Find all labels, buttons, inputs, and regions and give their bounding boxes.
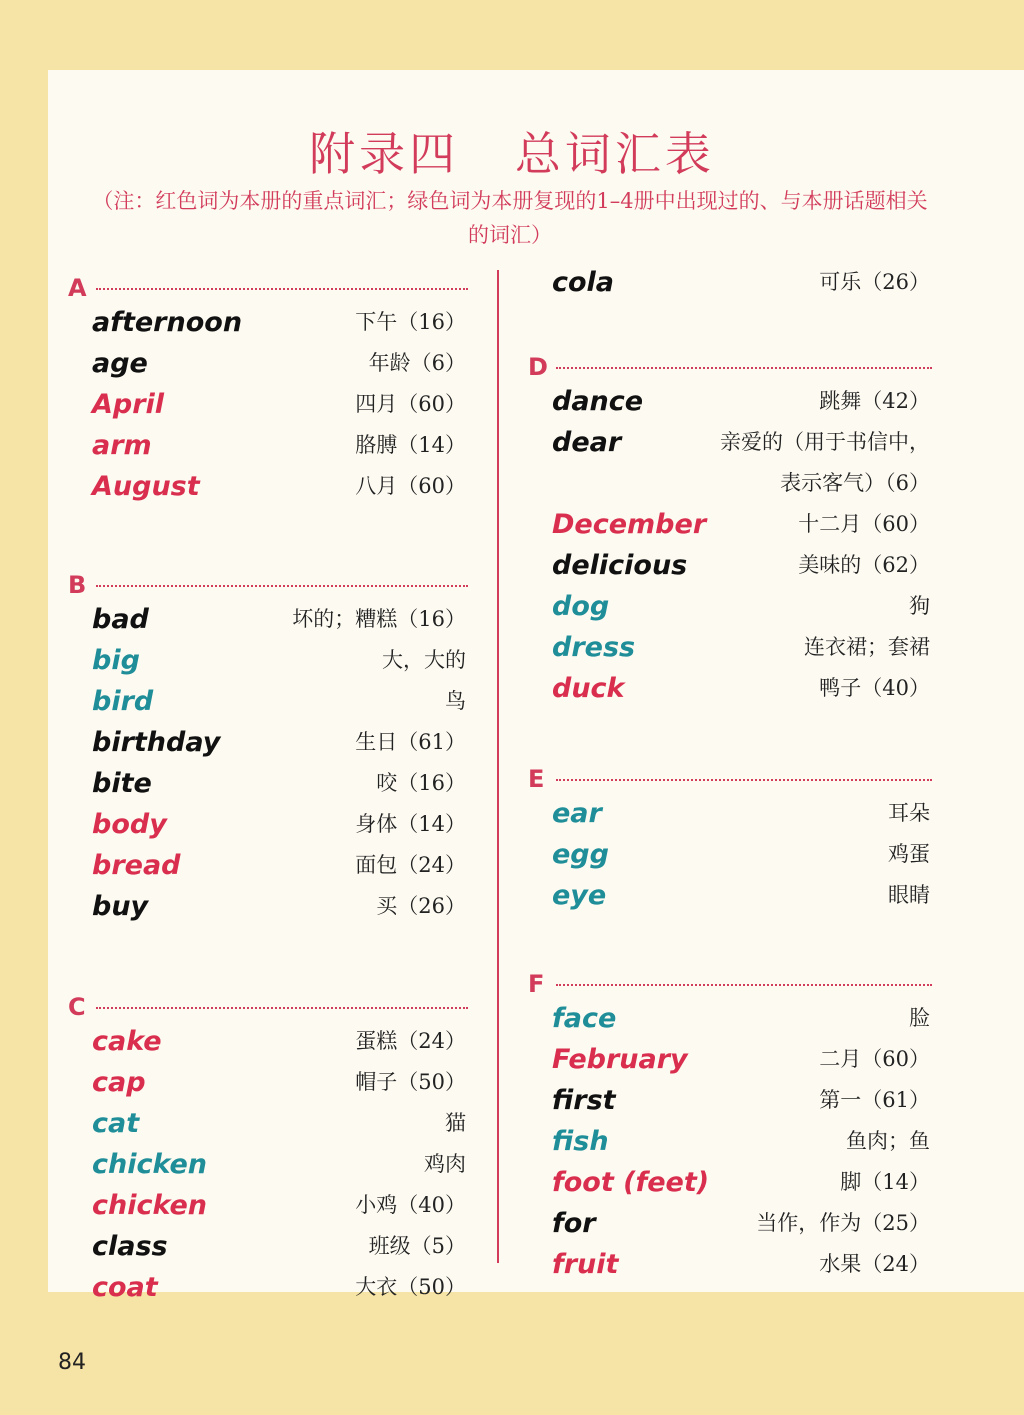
dotted-rule	[556, 779, 932, 781]
vocab-meaning: 跳舞（42）	[819, 389, 930, 413]
dotted-rule	[96, 585, 468, 587]
vocab-entry	[528, 586, 932, 627]
vocab-meaning: 脚（14）	[840, 1170, 930, 1194]
vocab-word: chicken	[92, 1149, 208, 1180]
vocab-meaning: 十二月（60）	[798, 512, 930, 536]
section-letter: F	[528, 970, 545, 998]
vocab-meaning: 眼睛	[888, 883, 930, 907]
vocab-entry	[528, 834, 932, 875]
section-header-a	[68, 262, 468, 302]
vocab-word: fruit	[552, 1249, 619, 1280]
vocab-word: bird	[92, 686, 154, 717]
right-column	[528, 262, 932, 1285]
vocab-entry	[68, 845, 468, 886]
vocab-word: cake	[92, 1026, 162, 1057]
vocab-meaning: 年龄（6）	[368, 351, 466, 375]
vocab-entry	[68, 302, 468, 343]
legend-note: （注：红色词为本册的重点词汇；绿色词为本册复现的1–4册中出现过的、与本册话题相关的词汇）	[92, 189, 928, 247]
vocab-entry	[528, 1080, 932, 1121]
vocab-meaning: 咬（16）	[376, 771, 466, 795]
section-letter: D	[528, 353, 548, 381]
vocab-word: chicken	[92, 1190, 208, 1221]
vocab-meaning: 鸡蛋	[888, 842, 930, 866]
vocab-word: dance	[552, 386, 644, 417]
vocab-meaning: 大衣（50）	[355, 1275, 466, 1299]
vocab-meaning: 水果（24）	[819, 1252, 930, 1276]
section-header-f	[528, 958, 932, 998]
vocab-word: coat	[92, 1272, 158, 1303]
page-number: 84	[58, 1350, 86, 1375]
vocab-meaning: 面包（24）	[355, 853, 466, 877]
section-gap	[528, 709, 932, 753]
vocab-entry	[528, 1162, 932, 1203]
vocab-entry	[528, 422, 932, 504]
vocab-meaning: 耳朵	[888, 801, 930, 825]
vocab-meaning: 下午（16）	[355, 310, 466, 334]
vocab-word: dress	[552, 632, 636, 663]
vocab-entry	[528, 381, 932, 422]
vocab-word: buy	[92, 891, 149, 922]
vocab-meaning: 当作，作为（25）	[756, 1211, 930, 1235]
section-gap	[528, 303, 932, 341]
vocab-word: fish	[552, 1126, 609, 1157]
vocab-entry	[68, 681, 468, 722]
vocab-word: ear	[552, 798, 602, 829]
vocab-meaning: 八月（60）	[355, 474, 466, 498]
vocab-word: face	[552, 1003, 617, 1034]
vocab-word: class	[92, 1231, 168, 1262]
vocab-entry	[68, 1144, 468, 1185]
vocab-entry	[528, 1203, 932, 1244]
vocab-meaning: 胳膊（14）	[355, 433, 466, 457]
left-column	[68, 262, 468, 1308]
vocab-meaning: 四月（60）	[355, 392, 466, 416]
vocab-meaning: 猫	[445, 1111, 466, 1135]
vocab-meaning: 帽子（50）	[355, 1070, 466, 1094]
vocab-entry	[528, 875, 932, 916]
section-header-d	[528, 341, 932, 381]
vocab-meaning: 班级（5）	[368, 1234, 466, 1258]
section-gap	[68, 507, 468, 559]
section-letter: C	[68, 993, 86, 1021]
vocab-meaning: 鸡肉	[424, 1152, 466, 1176]
vocab-entry	[68, 1185, 468, 1226]
vocab-meaning: 亲爱的（用于书信中， 表示客气）（6）	[720, 430, 930, 495]
vocab-meaning: 狗	[909, 594, 930, 618]
vocab-word: bread	[92, 850, 181, 881]
vocab-entry	[68, 384, 468, 425]
vocab-word: dear	[552, 427, 622, 458]
vocab-entry	[528, 1039, 932, 1080]
vocab-entry	[68, 343, 468, 384]
vocab-entry	[68, 722, 468, 763]
dotted-rule	[96, 288, 468, 290]
vocab-word: arm	[92, 430, 152, 461]
vocab-word: bad	[92, 604, 149, 635]
vocab-word: April	[92, 389, 165, 420]
vocab-word: cat	[92, 1108, 140, 1139]
section-letter: B	[68, 571, 87, 599]
vocab-word: dog	[552, 591, 610, 622]
vocab-meaning: 蛋糕（24）	[355, 1029, 466, 1053]
vocab-word: big	[92, 645, 140, 676]
vocab-word: for	[552, 1208, 596, 1239]
vocab-entry	[528, 545, 932, 586]
vocab-entry	[528, 793, 932, 834]
vocab-word: eye	[552, 880, 607, 911]
dotted-rule	[556, 367, 932, 369]
vocab-word: birthday	[92, 727, 221, 758]
vocab-word: bite	[92, 768, 152, 799]
vocab-entry	[68, 1103, 468, 1144]
vocab-entry	[68, 425, 468, 466]
vocab-entry	[528, 504, 932, 545]
vocab-entry	[68, 599, 468, 640]
vocab-entry	[528, 998, 932, 1039]
vocab-meaning: 鱼肉；鱼	[846, 1129, 930, 1153]
vocab-word: age	[92, 348, 148, 379]
section-letter: A	[68, 274, 87, 302]
section-gap	[68, 927, 468, 981]
vocab-entry	[528, 627, 932, 668]
vocab-meaning: 可乐（26）	[819, 270, 930, 294]
vocab-meaning: 身体（14）	[355, 812, 466, 836]
vocab-word: cap	[92, 1067, 146, 1098]
section-header-b	[68, 559, 468, 599]
vocab-meaning: 买（26）	[376, 894, 466, 918]
vocab-entry	[68, 466, 468, 507]
vocab-word: cola	[552, 267, 615, 298]
page-title: 附录四 总词汇表	[309, 127, 715, 181]
vocab-entry	[68, 886, 468, 927]
vocab-meaning: 美味的（62）	[798, 553, 930, 577]
vocab-entry	[528, 1121, 932, 1162]
dotted-rule	[96, 1007, 468, 1009]
vocab-meaning: 小鸡（40）	[355, 1193, 466, 1217]
vocab-entry	[528, 1244, 932, 1285]
vocab-word: body	[92, 809, 167, 840]
vocab-meaning: 大，大的	[382, 648, 466, 672]
vocab-word: afternoon	[92, 307, 243, 338]
vocab-meaning: 连衣裙；套裙	[804, 635, 930, 659]
section-header-e	[528, 753, 932, 793]
vocab-word: first	[552, 1085, 616, 1116]
vocab-word: foot (feet)	[552, 1167, 710, 1198]
column-divider	[497, 270, 499, 1263]
vocab-word: duck	[552, 673, 625, 704]
vocab-entry	[528, 668, 932, 709]
vocab-entry	[68, 1226, 468, 1267]
section-gap	[528, 916, 932, 958]
vocab-word: February	[552, 1044, 688, 1075]
vocab-entry	[68, 804, 468, 845]
vocab-entry	[68, 1021, 468, 1062]
vocab-meaning: 二月（60）	[819, 1047, 930, 1071]
vocab-meaning: 第一（61）	[819, 1088, 930, 1112]
vocab-word: egg	[552, 839, 609, 870]
vocab-meaning: 脸	[909, 1006, 930, 1030]
vocab-meaning: 鸭子（40）	[819, 676, 930, 700]
vocab-entry	[68, 763, 468, 804]
vocab-word: August	[92, 471, 200, 502]
section-header-c	[68, 981, 468, 1021]
vocab-meaning: 坏的；糟糕（16）	[292, 607, 466, 631]
vocab-entry	[528, 262, 932, 303]
section-letter: E	[528, 765, 545, 793]
vocab-word: December	[552, 509, 707, 540]
dotted-rule	[556, 984, 932, 986]
vocab-entry	[68, 640, 468, 681]
vocab-word: delicious	[552, 550, 688, 581]
vocab-meaning: 生日（61）	[355, 730, 466, 754]
vocab-entry	[68, 1062, 468, 1103]
vocab-entry	[68, 1267, 468, 1308]
vocab-meaning: 鸟	[445, 689, 466, 713]
